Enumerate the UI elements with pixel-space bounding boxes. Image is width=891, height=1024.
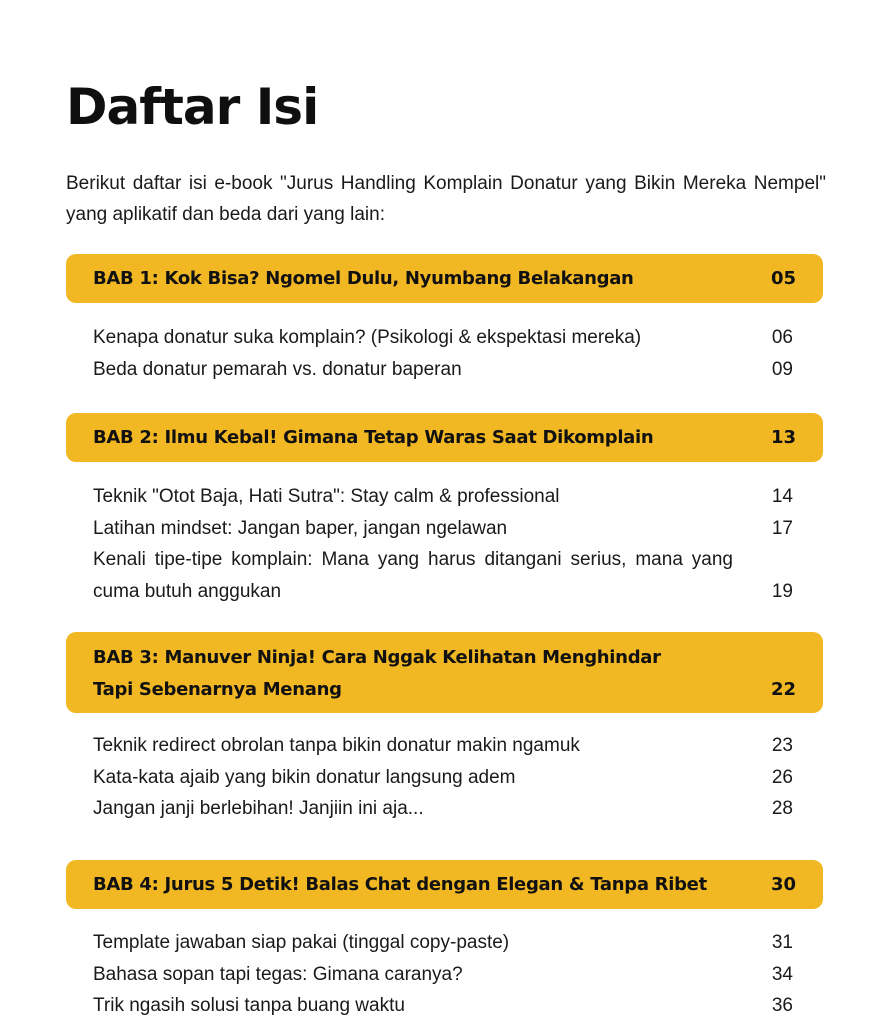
toc-item[interactable]	[93, 322, 793, 354]
chapter-items-3	[93, 730, 793, 825]
chapter-page: 13	[770, 427, 796, 448]
page-title: Daftar Isi	[66, 78, 319, 136]
toc-item[interactable]	[93, 481, 793, 513]
toc-item-label: Kata-kata ajaib yang bikin donatur langsung adem	[93, 766, 516, 788]
chapter-title: BAB 1: Kok Bisa? Ngomel Dulu, Nyumbang Belakangan	[93, 268, 634, 289]
toc-item-page: 28	[771, 798, 793, 819]
toc-item[interactable]	[93, 544, 793, 607]
toc-item-label: Jangan janji berlebihan! Janjiin ini aja...	[93, 798, 424, 819]
toc-item-label: Template jawaban siap pakai (tinggal copy-paste)	[93, 932, 510, 953]
toc-item-page: 26	[771, 766, 793, 788]
toc-item-page: 23	[771, 735, 793, 756]
toc-item-page: 31	[771, 932, 793, 953]
chapter-title: BAB 2: Ilmu Kebal! Gimana Tetap Waras Saat Dikomplain	[93, 427, 654, 448]
chapter-title: BAB 3: Manuver Ninja! Cara Nggak Kelihatan Menghindar Tapi Sebenarnya Menang	[93, 647, 661, 700]
chapter-header-2[interactable]	[66, 413, 823, 462]
toc-item-label: Teknik redirect obrolan tanpa bikin donatur makin ngamuk	[93, 735, 580, 756]
toc-item[interactable]	[93, 354, 793, 386]
toc-item-label: Trik ngasih solusi tanpa buang waktu	[93, 995, 405, 1016]
chapter-items-1	[93, 322, 793, 385]
intro-paragraph: Berikut daftar isi e-book "Jurus Handling Komplain Donatur yang Bikin Mereka Nempel" yang aplikatif dan beda dari yang lain:	[66, 173, 826, 225]
toc-item-page: 36	[771, 995, 793, 1016]
toc-item[interactable]	[93, 513, 793, 545]
toc-item[interactable]	[93, 959, 793, 991]
toc-item-page: 06	[771, 327, 793, 348]
toc-item-label: Latihan mindset: Jangan baper, jangan ngelawan	[93, 517, 508, 539]
chapter-title: BAB 4: Jurus 5 Detik! Balas Chat dengan Elegan & Tanpa Ribet	[93, 874, 707, 895]
chapter-page: 22	[770, 679, 796, 700]
toc-item[interactable]	[93, 990, 793, 1022]
chapter-items-2	[93, 481, 793, 607]
toc-item[interactable]	[93, 793, 793, 825]
toc-item-label: Kenali tipe-tipe komplain: Mana yang harus ditangani serius, mana yang cuma butuh anggukan	[93, 549, 733, 602]
toc-item[interactable]	[93, 730, 793, 762]
toc-item-label: Beda donatur pemarah vs. donatur baperan	[93, 358, 462, 380]
toc-item-page: 14	[771, 486, 793, 507]
toc-item-label: Teknik "Otot Baja, Hati Sutra": Stay calm & professional	[93, 486, 560, 507]
toc-item-page: 09	[771, 358, 793, 380]
chapter-page: 30	[770, 874, 796, 895]
chapter-items-4	[93, 927, 793, 1022]
toc-item[interactable]	[93, 927, 793, 959]
toc-item-page: 19	[771, 580, 793, 602]
toc-item-page: 17	[771, 517, 793, 539]
toc-item-label: Bahasa sopan tapi tegas: Gimana caranya?	[93, 963, 463, 985]
chapter-page: 05	[770, 268, 796, 289]
toc-item-page: 34	[771, 963, 793, 985]
toc-item[interactable]	[93, 762, 793, 794]
chapter-header-1[interactable]	[66, 254, 823, 303]
chapter-header-3[interactable]	[66, 632, 823, 713]
chapter-header-4[interactable]	[66, 860, 823, 909]
toc-item-label: Kenapa donatur suka komplain? (Psikologi & ekspektasi mereka)	[93, 327, 642, 348]
